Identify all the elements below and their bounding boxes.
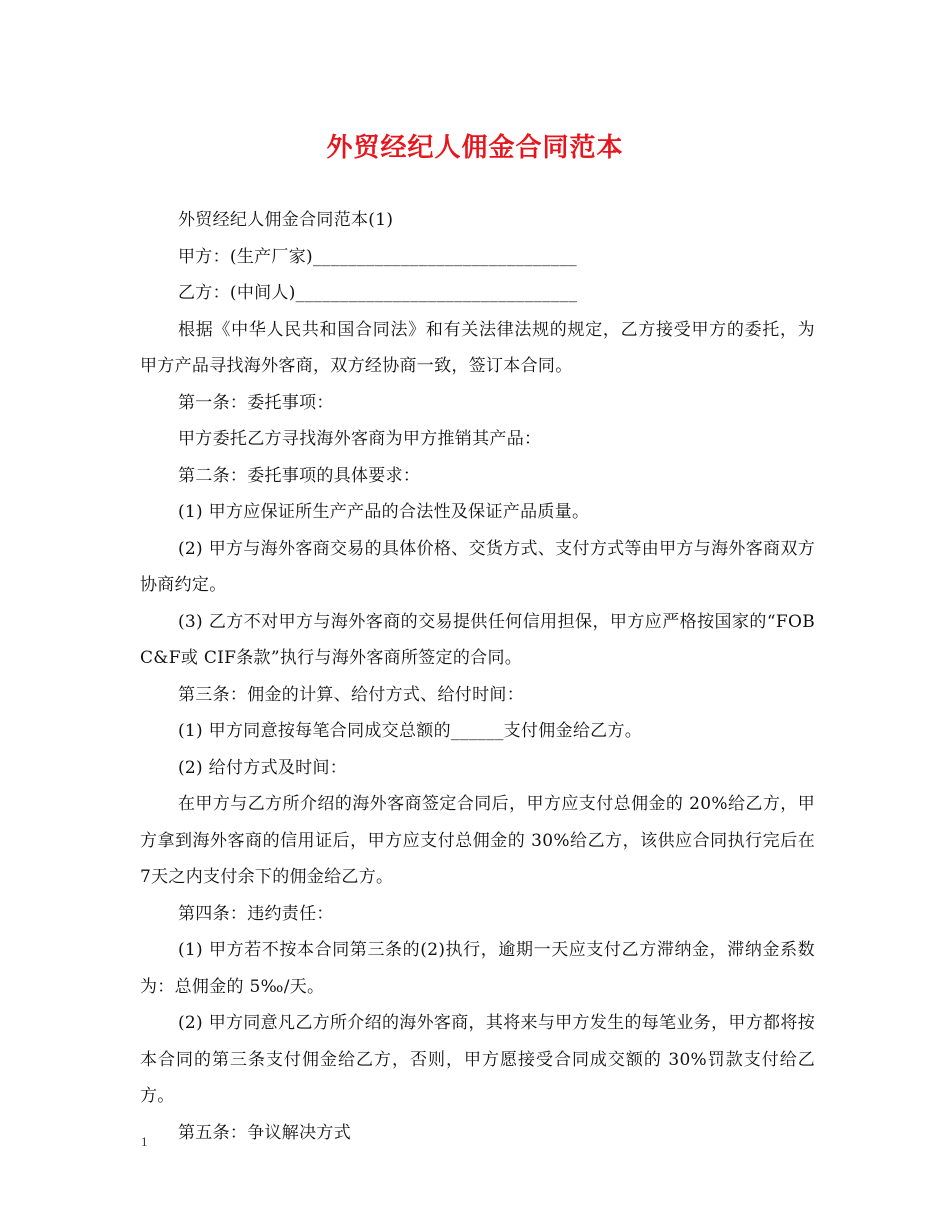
paragraph: 外贸经纪人佣金合同范本(1) xyxy=(178,210,394,230)
document-title: 外贸经纪人佣金合同范本 xyxy=(326,133,624,163)
paragraph: (2) 给付方式及时间： xyxy=(178,757,348,778)
paragraph: (1) 甲方应保证所生产产品的合法性及保证产品质量。 xyxy=(178,502,590,522)
paragraph: 甲方：(生产厂家)______________________________ xyxy=(178,246,577,267)
paragraph: 第一条：委托事项： xyxy=(178,392,334,413)
paragraph: (1) 甲方同意按每笔合同成交总额的______支付佣金给乙方。 xyxy=(178,721,643,741)
paragraph: (1) 甲方若不按本合同第三条的(2)执行，逾期一天应支付乙方滞纳金，滞纳金系数为：总佣金的 5‰/天。 xyxy=(140,940,815,997)
paragraph: 第三条：佣金的计算、给付方式、给付时间： xyxy=(178,684,524,705)
paragraph: (2) 甲方与海外客商交易的具体价格、交货方式、支付方式等由甲方与海外客商双方协商约定。 xyxy=(140,538,815,595)
paragraph: 第五条：争议解决方式 xyxy=(178,1122,351,1143)
paragraph: (2) 甲方同意凡乙方所介绍的海外客商，其将来与甲方发生的每笔业务，甲方都将按本合同的第三条支付佣金给乙方，否则，甲方愿接受合同成交额的 30%罚款支付给乙方。 xyxy=(140,1013,815,1106)
paragraph: 根据《中华人民共和国合同法》和有关法律法规的规定，乙方接受甲方的委托，为甲方产品寻找海外客商，双方经协商一致，签订本合同。 xyxy=(140,319,815,376)
document-body xyxy=(140,202,815,1151)
paragraph: 第四条：违约责任： xyxy=(178,903,334,924)
paragraph: 在甲方与乙方所介绍的海外客商签定合同后，甲方应支付总佣金的 20%给乙方，甲方拿到海外客商的信用证后，甲方应支付总佣金的 30%给乙方，该供应合同执行完后在7天之内支付余下的佣金给乙方。 xyxy=(140,794,815,887)
paragraph: 第二条：委托事项的具体要求： xyxy=(178,465,421,486)
paragraph: (3) 乙方不对甲方与海外客商的交易提供任何信用担保，甲方应严格按国家的“FOB C&F或 CIF条款”执行与海外客商所签定的合同。 xyxy=(140,611,815,668)
paragraph: 乙方：(中间人)________________________________ xyxy=(178,283,578,303)
page-number: 1 xyxy=(141,1134,148,1149)
paragraph: 甲方委托乙方寻找海外客商为甲方推销其产品： xyxy=(178,429,542,449)
